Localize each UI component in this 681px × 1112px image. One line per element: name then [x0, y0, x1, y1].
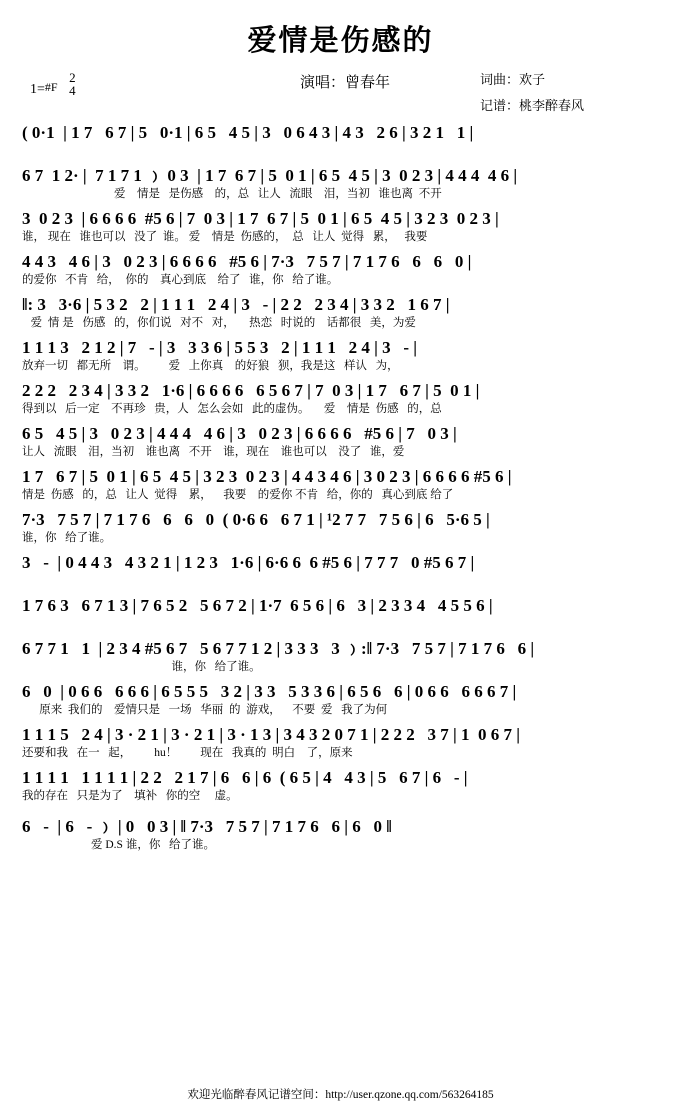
score-lyrics: 谁， 现在 谁也可以 没了 谁。 爱 情是 伤感的， 总 让人 觉得 累， 我要	[22, 231, 428, 243]
score-lyrics: 情是 伤感 的，总 让人 觉得 累， 我要 的爱你 不肯 给，你的 真心到底 给了	[22, 489, 454, 501]
score-notes: 1 1 1 1 1 1 1 1 | 2 2 2 1 7 | 6 6 | 6 ( 6 5 | 4 4 3 | 5 6 7 | 6 - |	[22, 768, 468, 787]
score-line	[22, 424, 665, 460]
score-line	[22, 381, 665, 417]
time-signature	[69, 71, 76, 97]
score-notes: 6 5 4 5 | 3 0 2 3 | 4 4 4 4 6 | 3 0 2 3 | 6 6 6 6 #5 6 | 7 0 3 |	[22, 424, 457, 443]
footer-note: 欢迎光临醉春风记谱空间：http://user.qzone.qq.com/563264185	[187, 1089, 494, 1101]
score-notes: 6 7 1 2· | 7 1 7 1 ﹚ 0 3 | 1 7 6 7 | 5 0 1 | 6 5 4 5 | 3 0 2 3 | 4 4 4 4 6 |	[22, 166, 518, 185]
score-notes: 2 2 2 2 3 4 | 3 3 2 1·6 | 6 6 6 6 6 5 6 7 | 7 0 3 | 1 7 6 7 | 5 0 1 |	[22, 381, 480, 400]
music-body	[22, 123, 665, 860]
score-notes: 6 0 | 0 6 6 6 6 6 | 6 5 5 5 3 2 | 3 3 5 3 3 6 | 6 5 6 6 | 0 6 6 6 6 6 7 |	[22, 682, 517, 701]
score-lyrics: 原来 我们的 爱情只是 一场 华丽 的 游戏， 不要 爱 我了为何	[22, 704, 388, 716]
score-lyrics: 还要和我 在一 起， hu！ 现在 我真的 明白 了，原来	[22, 747, 353, 759]
key-label: 1=	[30, 82, 45, 97]
score-notes: ( 0·1 | 1 7 6 7 | 5 0·1 | 6 5 4 5 | 3 0 6 4 3 | 4 3 2 6 | 3 2 1 1 |	[22, 123, 474, 142]
score-line	[22, 123, 665, 159]
score-line	[22, 510, 665, 546]
score-lyrics: 爱 情 是 伤感 的，你们说 对不 对， 热恋 时说的 话都很 美，为爱	[22, 317, 416, 329]
score-notes: 1 7 6 7 | 5 0 1 | 6 5 4 5 | 3 2 3 0 2 3 | 4 4 3 4 6 | 3 0 2 3 | 6 6 6 6 #5 6 |	[22, 467, 512, 486]
score-line	[22, 817, 665, 853]
score-notes: 6 7 7 1 1 | 2 3 4 #5 6 7 5 6 7 7 1 2 | 3 3 3 3 ﹚:‖ 7·3 7 5 7 | 7 1 7 6 6 |	[22, 639, 535, 658]
key-value: #F	[44, 80, 58, 94]
score-line	[22, 725, 665, 761]
score-lyrics: 让人 流眼 泪，当初 谁也离 不开 谁，现在 谁也可以 没了 谁，爱	[22, 446, 405, 458]
singer-credit: 演唱：曾春年	[300, 75, 391, 91]
score-line	[22, 768, 665, 804]
score-notes: 1 1 1 3 2 1 2 | 7 - | 3 3 3 6 | 5 5 3 2 | 1 1 1 2 4 | 3 - |	[22, 338, 418, 357]
score-notes: 1 1 1 5 2 4 | 3 · 2 1 | 3 · 2 1 | 3 · 1 3 | 3 4 3 2 0 7 1 | 2 2 2 3 7 | 1 0 6 7 |	[22, 725, 520, 744]
score-line	[22, 553, 665, 589]
score-line	[22, 209, 665, 245]
notator-credit: 记谱：桃李醉春风	[480, 98, 585, 113]
score-notes: 3 0 2 3 | 6 6 6 6 #5 6 | 7 0 3 | 1 7 6 7 | 5 0 1 | 6 5 4 5 | 3 2 3 0 2 3 |	[22, 209, 499, 228]
score-notes: 7·3 7 5 7 | 7 1 7 6 6 6 0 ( 0·6 6 6 7 1 | ¹2 7 7 7 5 6 | 6 5·6 5 |	[22, 510, 490, 529]
score-lyrics: 放弃一切 都无所 谓。 爱 上你真 的好狼 狈，我是这 样认 为，	[22, 360, 399, 372]
score-notes: 1 7 6 3 6 7 1 3 | 7 6 5 2 5 6 7 2 | 1·7 6 5 6 | 6 3 | 2 3 3 4 4 5 5 6 |	[22, 596, 493, 615]
score-line	[22, 252, 665, 288]
score-line	[22, 338, 665, 374]
score-notes: 3 - | 0 4 4 3 4 3 2 1 | 1 2 3 1·6 | 6·6 6 6 #5 6 | 7 7 7 0 #5 6 7 |	[22, 553, 475, 572]
score-lyrics: 得到以 后一定 不再珍 贵，人 怎么会如 此的虚伪。 爱 情是 伤感 的，总	[22, 403, 442, 415]
key-signature	[30, 71, 76, 98]
score-notes: 4 4 3 4 6 | 3 0 2 3 | 6 6 6 6 #5 6 | 7·3 7 5 7 | 7 1 7 6 6 6 0 |	[22, 252, 472, 271]
credits-block	[0, 65, 681, 127]
score-lyrics	[22, 144, 665, 159]
score-line	[22, 467, 665, 503]
score-lyrics: 爱 情是 是伤感 的，总 让人 流眼 泪，当初 谁也离 不开	[22, 188, 442, 200]
score-lyrics	[22, 574, 665, 589]
score-line	[22, 166, 665, 202]
score-line	[22, 596, 665, 632]
score-notes: 6 - | 6 - ﹚ | 0 0 3 | ‖ 7·3 7 5 7 | 7 1 7 6 6 | 6 0 ‖	[22, 817, 392, 836]
score-line	[22, 639, 665, 675]
page-title: 爱情是伤感的	[247, 25, 434, 57]
score-notes: ‖: 3 3·6 | 5 3 2 2 | 1 1 1 2 4 | 3 - | 2 2 2 3 4 | 3 3 2 1 6 7 |	[22, 295, 450, 314]
time-signature-numerator: 2	[69, 70, 76, 85]
score-lyrics: 我的存在 只是为了 填补 你的空 虚。	[22, 790, 238, 802]
score-lyrics: 的爱你 不肯 给， 你的 真心到底 给了 谁，你 给了谁。	[22, 274, 339, 286]
score-lyrics: 谁，你 给了谁。	[22, 532, 112, 544]
score-lyrics: 爱 D.S 谁，你 给了谁。	[22, 839, 215, 851]
score-lyrics	[22, 617, 665, 632]
sheet-music-page	[0, 18, 681, 1112]
score-lyrics: 谁，你 给了谁。	[22, 661, 261, 673]
time-signature-denominator: 4	[69, 83, 76, 98]
score-line	[22, 682, 665, 718]
writer-credit: 词曲：欢子	[480, 72, 546, 87]
score-line	[22, 295, 665, 331]
